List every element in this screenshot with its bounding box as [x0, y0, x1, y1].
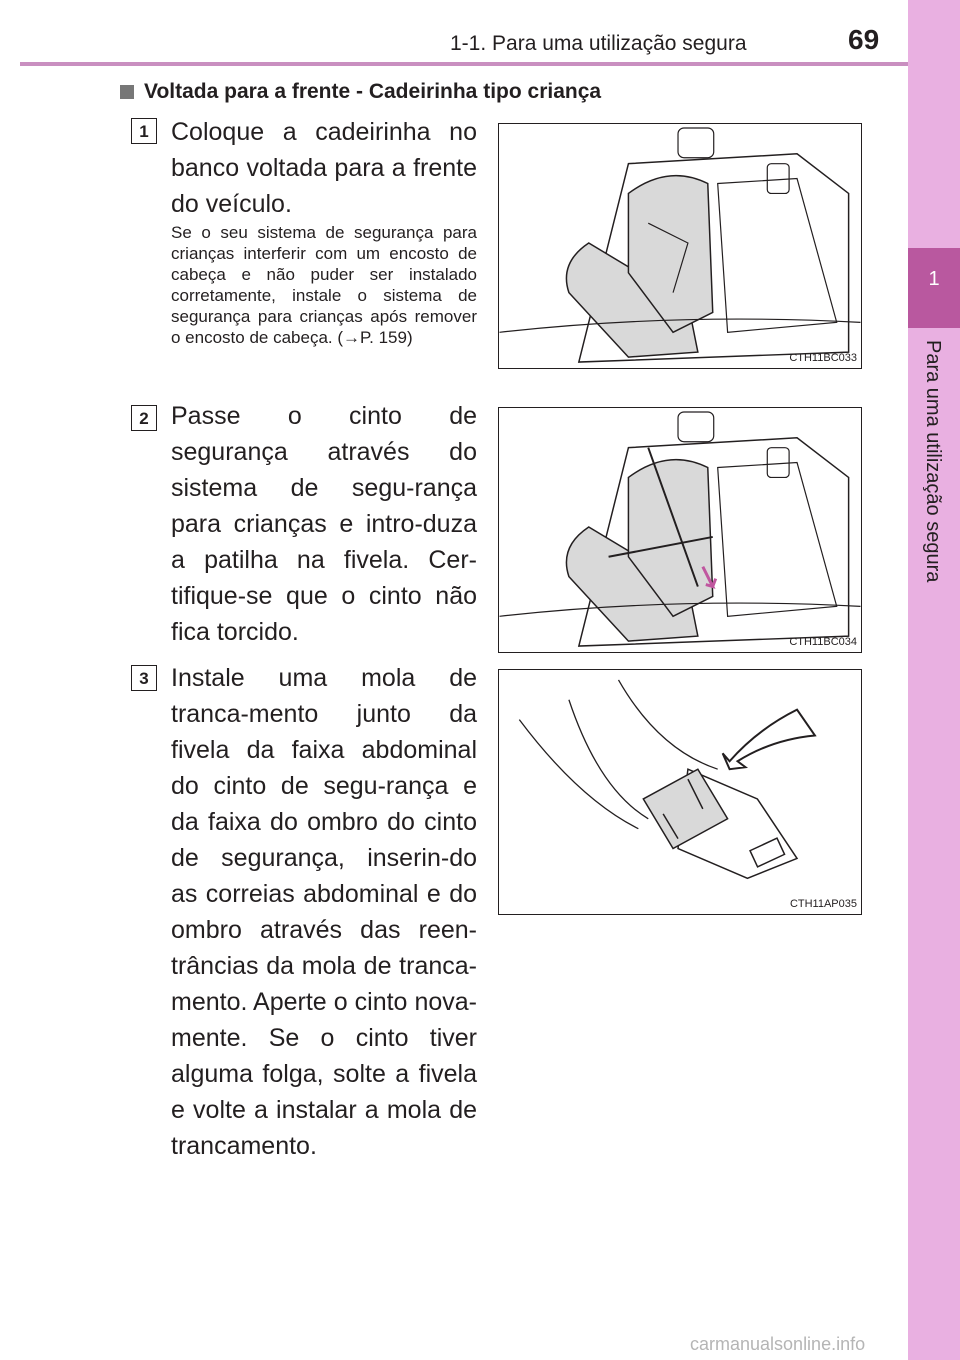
running-header: 1-1. Para uma utilização segura	[450, 32, 747, 55]
header-rule	[20, 62, 908, 66]
step-2-text: Passe o cinto de segurança através do sistema de segu-rança para crianças e intro-duza a patilha na fivela. Cer-tifique-se que o cinto não fica torcido.	[171, 402, 477, 646]
step-number-3: 3	[131, 665, 157, 691]
figure-code-2: CTH11BC034	[789, 636, 857, 648]
section-heading	[120, 80, 601, 104]
page-number: 69	[848, 24, 880, 55]
section-title: Voltada para a frente - Cadeirinha tipo criança	[144, 80, 602, 103]
step-number-1: 1	[131, 118, 157, 144]
figure-code-3: CTH11AP035	[789, 898, 857, 910]
chapter-number: 1	[928, 268, 940, 290]
figure-belt-through-seat	[498, 407, 862, 653]
step-3-text: Instale uma mola de tranca-mento junto da fivela da faixa abdominal do cinto de segu-rança e da faixa do ombro do cinto de segurança, inserin-do as correias abdominal e do ombro através das reen-trâncias da mola de tranca-mento. Aperte o cinto nova-mente. Se o cinto tiver alguma folga, solte a fivela e volte a instalar a mola de trancamento.	[171, 664, 477, 1160]
chapter-title: Para uma utilização segura	[922, 340, 944, 583]
side-tab	[908, 0, 960, 1360]
step-number-2: 2	[131, 405, 157, 431]
bullet-square-icon	[120, 85, 134, 99]
watermark: carmanualsonline.info	[690, 1334, 866, 1354]
figure-child-seat-placement	[498, 123, 862, 369]
step-1-note: Se o seu sistema de segurança para crianças interferir com um encosto de cabeça e não puder ser instalado corretamente, instale o sistema de segurança para crianças após remover o encosto de cabeça. (→P. 159)	[171, 223, 477, 347]
child-seat-illustration	[499, 124, 861, 368]
locking-clip-illustration	[499, 670, 861, 914]
belt-routing-illustration	[499, 408, 861, 652]
figure-locking-clip	[498, 669, 862, 915]
step-1-text: Coloque a cadeirinha no banco voltada para a frente do veículo.	[171, 118, 477, 218]
figure-code-1: CTH11BC033	[789, 352, 857, 364]
